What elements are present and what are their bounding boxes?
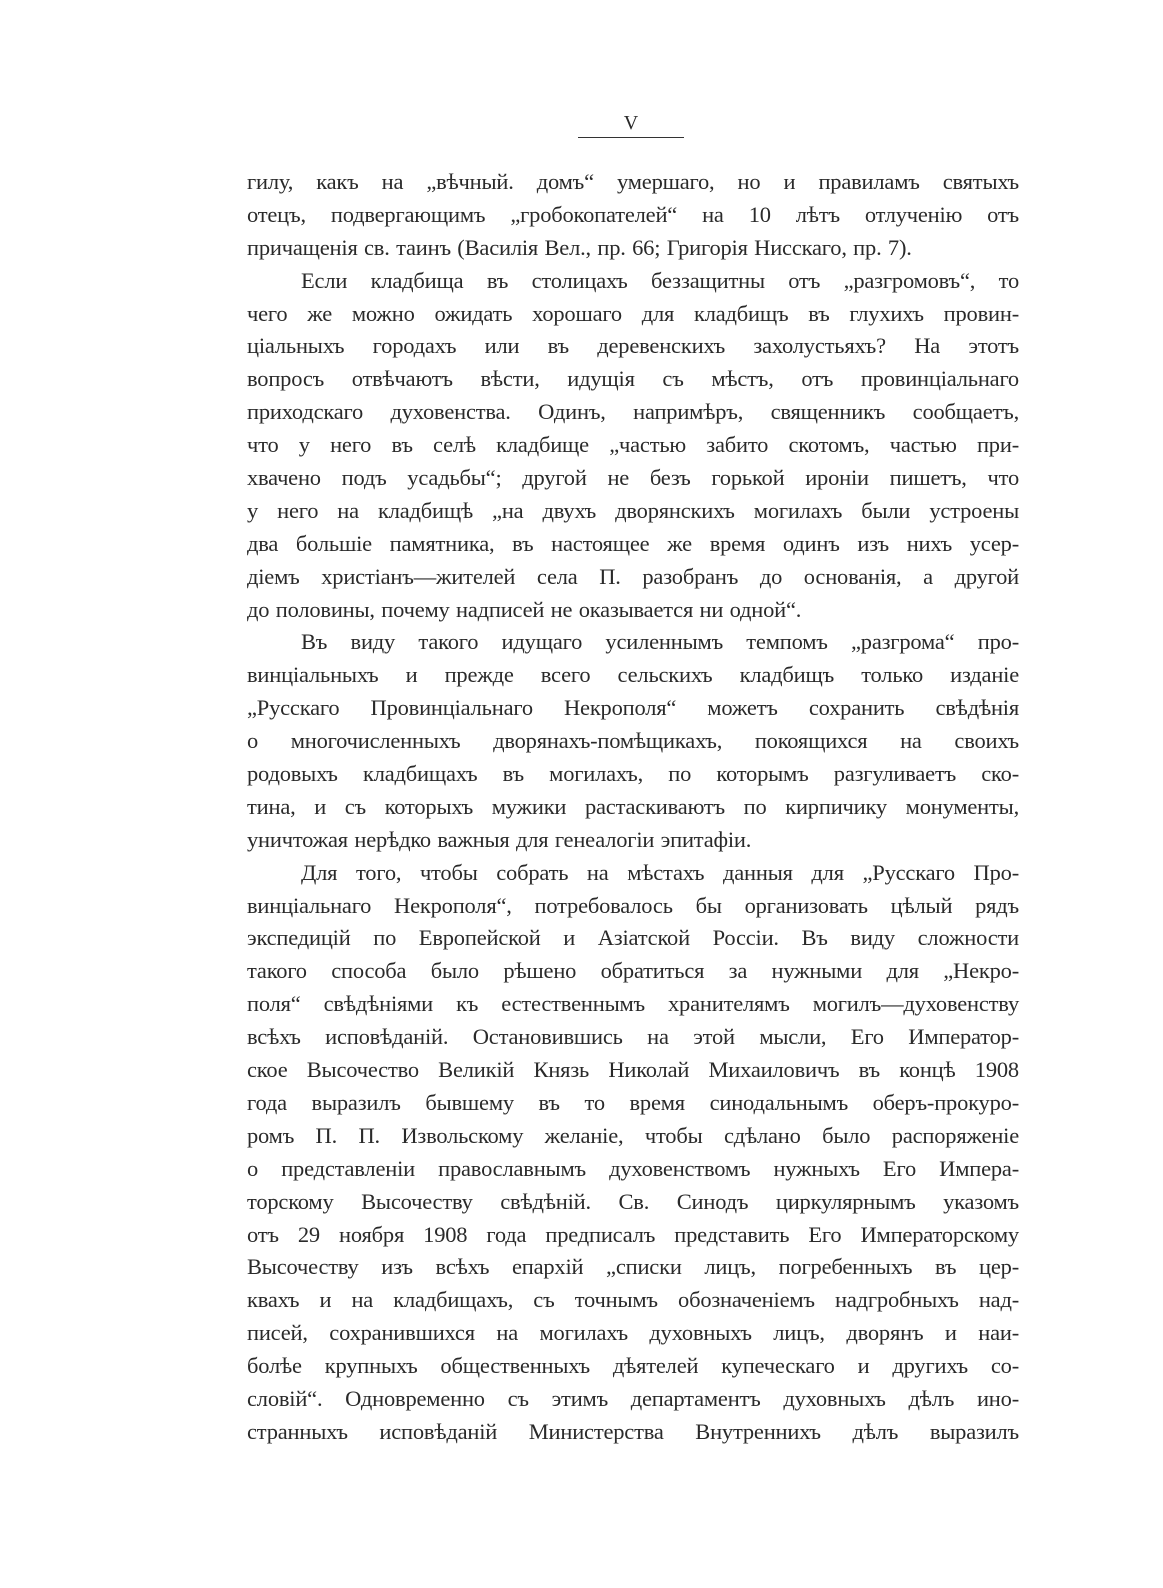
text-line: приходскаго духовенства. Одинъ, напримѣръ, священникъ сообщаетъ,: [247, 399, 1019, 425]
text-line: словій“. Одновременно съ этимъ департаментъ духовныхъ дѣлъ ино-: [247, 1385, 1019, 1411]
text-line: года выразилъ бывшему въ то время синодальнымъ оберъ-прокуро-: [247, 1089, 1019, 1115]
text-line: вопросъ отвѣчаютъ вѣсти, идущія съ мѣстъ, отъ провинціальнаго: [247, 366, 1019, 392]
body-text: [247, 166, 1019, 1449]
paragraph: [247, 265, 1019, 627]
text-line: тина, и съ которыхъ мужики растаскиваютъ по кирпичику монументы,: [247, 793, 1019, 819]
text-line: квахъ и на кладбищахъ, съ точнымъ обозначеніемъ надгробныхъ над-: [247, 1287, 1019, 1313]
text-line: ское Высочество Великій Князь Николай Михаиловичъ въ концѣ 1908: [247, 1057, 1019, 1083]
text-line: до половины, почему надписей не оказывается ни одной“.: [247, 596, 802, 622]
text-line: поля“ свѣдѣніями къ естественнымъ хранителямъ могилъ—духовенству: [247, 991, 1019, 1017]
text-line: Высочеству изъ всѣхъ епархій „списки лицъ, погребенныхъ въ цер-: [247, 1254, 1019, 1280]
text-line: о представленіи православнымъ духовенствомъ нужныхъ Его Импера-: [247, 1155, 1019, 1181]
text-line: Въ виду такого идущаго усиленнымъ темпомъ „разгрома“ про-: [301, 629, 1019, 655]
text-line: болѣе крупныхъ общественныхъ дѣятелей купеческаго и другихъ со-: [247, 1353, 1019, 1379]
text-line: у него на кладбищѣ „на двухъ дворянскихъ могилахъ были устроены: [247, 497, 1019, 523]
text-line: Если кладбища въ столицахъ беззащитны отъ „разгромовъ“, то: [301, 267, 1019, 293]
text-line: діемъ христіанъ—жителей села П. разобранъ до основанія, а другой: [247, 563, 1019, 589]
text-line: родовыхъ кладбищахъ въ могилахъ, по которымъ разгуливаетъ ско-: [247, 761, 1019, 787]
text-line: писей, сохранившихся на могилахъ духовныхъ лицъ, дворянъ и наи-: [247, 1320, 1019, 1346]
paragraph: [247, 626, 1019, 856]
text-line: чего же можно ожидать хорошаго для кладбищъ въ глухихъ провин-: [247, 300, 1019, 326]
text-line: ромъ П. П. Извольскому желаніе, чтобы сдѣлано было распоряженіе: [247, 1122, 1019, 1148]
text-line: два большіе памятника, въ настоящее же время одинъ изъ нихъ усер-: [247, 530, 1019, 556]
text-line: отецъ, подвергающимъ „гробокопателей“ на 10 лѣтъ отлученію отъ: [247, 201, 1019, 227]
text-line: гилу, какъ на „вѣчный. домъ“ умершаго, но и правиламъ святыхъ: [247, 169, 1019, 194]
text-line: всѣхъ исповѣданій. Остановившись на этой мысли, Его Император-: [247, 1024, 1019, 1050]
text-line: экспедицій по Европейской и Азіатской Россіи. Въ виду сложности: [247, 925, 1019, 951]
text-line: о многочисленныхъ дворянахъ-помѣщикахъ, покоящихся на своихъ: [247, 728, 1019, 754]
text-line: ціальныхъ городахъ или въ деревенскихъ захолустьяхъ? На этотъ: [247, 333, 1019, 359]
paragraph: [247, 166, 1019, 265]
text-line: отъ 29 ноября 1908 года предписалъ представить Его Императорскому: [247, 1221, 1019, 1247]
text-line: причащенія св. таинъ (Василія Вел., пр. 66; Григорія Нисскаго, пр. 7).: [247, 234, 912, 260]
text-line: странныхъ исповѣданій Министерства Внутреннихъ дѣлъ выразилъ: [247, 1418, 1019, 1444]
text-line: винціальнаго Некрополя“, потребовалось бы организовать цѣлый рядъ: [247, 892, 1019, 918]
text-line: что у него въ селѣ кладбище „частью забито скотомъ, частью при-: [247, 432, 1019, 458]
page-number: V: [623, 112, 639, 134]
text-line: такого способа было рѣшено обратиться за нужными для „Некро-: [247, 958, 1019, 984]
header-rule: [578, 137, 684, 138]
text-line: торскому Высочеству свѣдѣній. Св. Синодъ циркулярнымъ указомъ: [247, 1188, 1019, 1214]
text-line: „Русскаго Провинціальнаго Некрополя“ можетъ сохранить свѣдѣнія: [247, 695, 1019, 721]
paragraph: [247, 857, 1019, 1449]
text-line: хвачено подъ усадьбы“; другой не безъ горькой ироніи пишетъ, что: [247, 465, 1019, 491]
text-line: винціальныхъ и прежде всего сельскихъ кладбищъ только изданіе: [247, 662, 1019, 688]
text-line: уничтожая нерѣдко важныя для генеалогіи эпитафіи.: [247, 826, 752, 852]
text-line: Для того, чтобы собрать на мѣстахъ данныя для „Русскаго Про-: [301, 859, 1019, 885]
